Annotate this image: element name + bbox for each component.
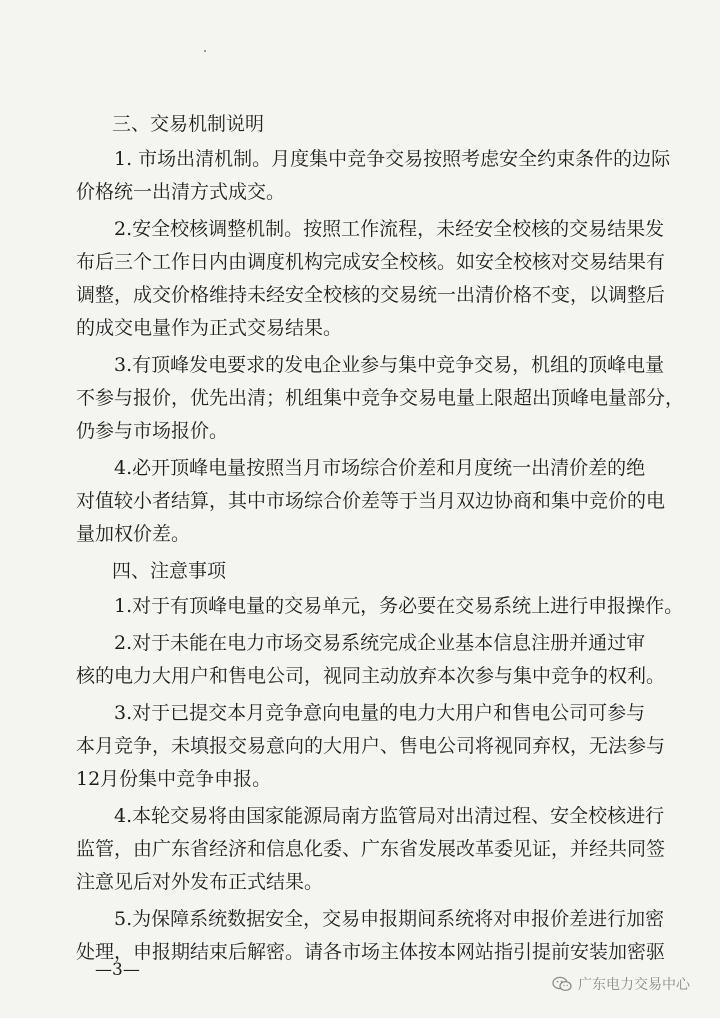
paragraph — [76, 452, 676, 551]
paragraph — [76, 590, 684, 623]
watermark — [552, 974, 690, 994]
document-body — [76, 108, 685, 973]
text-line: 2.安全校核调整机制。按照工作流程，未经安全校核的交易结果发 — [114, 218, 665, 240]
text-line: 调整，成交价格维持未经安全校核的交易统一出清价格不变，以调整后 — [76, 284, 666, 306]
page-number: —3— — [95, 960, 140, 980]
text-line: 5.为保障系统数据安全，交易申报期间系统将对申报价差进行加密 — [114, 908, 665, 930]
text-line: 2.对于未能在电力市场交易系统完成企业基本信息注册并通过审 — [114, 632, 646, 654]
text-line: 核的电力大用户和售电公司，视同主动放弃本次参与集中竞争的权利。 — [76, 665, 666, 687]
paragraph — [76, 627, 676, 693]
paragraph — [76, 697, 676, 796]
text-line: 1. 市场出清机制。月度集中竞争交易按照考虑安全约束条件的边际 — [114, 148, 671, 170]
paragraph — [76, 349, 685, 448]
text-line: 1.对于有顶峰电量的交易单元，务必要在交易系统上进行申报操作。 — [114, 595, 684, 617]
text-line: 仍参与市场报价。 — [76, 420, 229, 442]
text-line: 3.有顶峰发电要求的发电企业参与集中竞争交易，机组的顶峰电量 — [114, 354, 665, 376]
scan-speck — [204, 50, 206, 52]
text-line: 监管，由广东省经济和信息化委、广东省发展改革委见证，并经共同签 — [76, 838, 666, 860]
text-line: 不参与报价，优先出清；机组集中竞争交易电量上限超出顶峰电量部分， — [76, 387, 685, 409]
text-line: 本月竞争，未填报交易意向的大用户、售电公司将视同弃权，无法参与 — [76, 735, 666, 757]
section-heading: 三、交易机制说明 — [112, 113, 265, 135]
text-line: 对值较小者结算，其中市场综合价差等于当月双边协商和集中竞价的电 — [76, 490, 666, 512]
paragraph — [76, 800, 676, 899]
paragraph — [76, 213, 676, 345]
text-line: 4.必开顶峰电量按照当月市场综合价差和月度统一出清价差的绝 — [114, 457, 646, 479]
paragraph — [76, 143, 676, 209]
text-line: 3.对于已提交本月竞争意向电量的电力大用户和售电公司可参与 — [114, 702, 646, 724]
text-line: 量加权价差。 — [76, 523, 191, 545]
text-line: 注意见后对外发布正式结果。 — [76, 871, 324, 893]
text-line: 4.本轮交易将由国家能源局南方监管局对出清过程、安全校核进行 — [114, 805, 665, 827]
paragraph — [76, 903, 676, 969]
text-line: 价格统一出清方式成交。 — [76, 181, 286, 203]
watermark-text: 广东电力交易中心 — [578, 977, 690, 993]
text-line: 布后三个工作日内由调度机构完成安全校核。如安全校核对交易结果有 — [76, 251, 666, 273]
section-heading: 四、注意事项 — [112, 560, 227, 582]
wechat-icon — [552, 976, 572, 992]
text-line: 的成交电量作为正式交易结果。 — [76, 317, 343, 339]
text-line: 处理，申报期结束后解密。请各市场主体按本网站指引提前安装加密驱 — [76, 941, 666, 963]
text-line: 12月份集中竞争申报。 — [76, 768, 272, 790]
